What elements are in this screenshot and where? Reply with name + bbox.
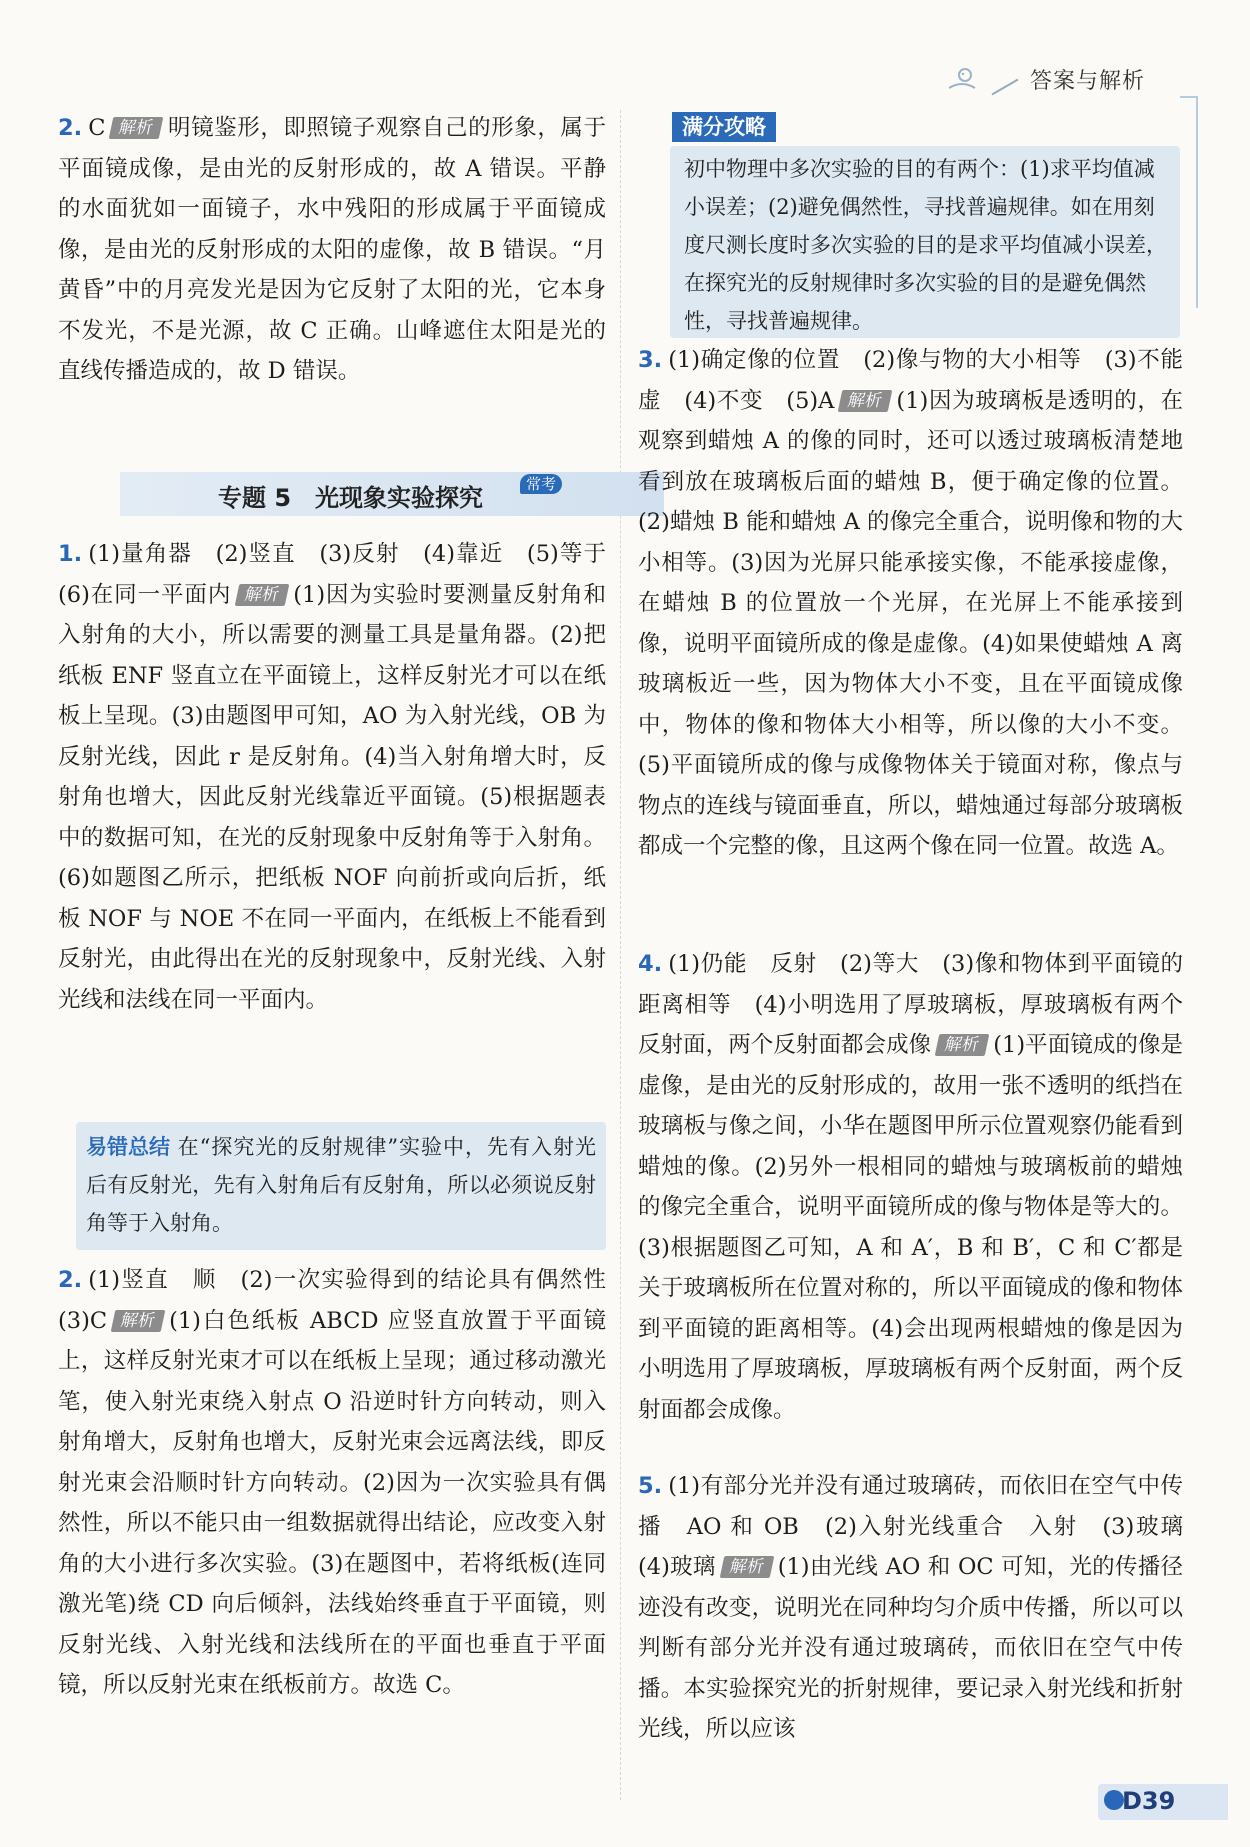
analysis-tag: 解析 [838,390,893,412]
item-answer: (1)竖直 顺 (2)一次实验得到的结论具有偶然性 (3)C [58,1267,629,1334]
analysis-tag: 解析 [111,1310,166,1332]
analysis-tag: 解析 [935,1034,990,1056]
full-score-label: 满分攻略 [672,112,776,142]
column-divider [620,110,621,1800]
full-score-text: 初中物理中多次实验的目的有两个：(1)求平均值减小误差；(2)避免偶然性，寻找普遍规律。如在用刻度尺测长度时多次实验的目的是求平均值减小误差，在探究光的反射规律时多次实验的目的是避免偶然性，寻找普遍规律。 [684,157,1167,333]
item-answer: (1)有部分光并没有通过玻璃砖，而依旧在空气中传播 AO 和 OB (2)入射光线重合 入射 (3)玻璃 (4)玻璃 [638,1473,1206,1580]
header-title: 答案与解析 [1030,69,1146,94]
page-number: D39 [1122,1787,1176,1815]
item-text: (1)由光线 AO 和 OC 可知，光的传播径迹没有改变，说明光在同种均匀介质中传播，所以可以判断有部分光并没有通过玻璃砖，而依旧在空气中传播。本实验探究光的折射规律，要记录入射光线和折射光线，所以应该 [638,1554,1184,1742]
decor-line [1180,96,1198,308]
item-text: (1)因为玻璃板是透明的，在观察到蜡烛 A 的像的同时，还可以透过玻璃板清楚地看到放在玻璃板后面的蜡烛 B，便于确定像的位置。(2)蜡烛 B 能和蜡烛 A 的像完全重合，说明像和物的大小相等。(3)因为光屏只能承接实像，不能承接虚像，在蜡烛 B 的位置放一个光屏，在光屏上不能承接到像，说明平面镜所成的像是虚像。(4)如果使蜡烛 A 离玻璃板近一些，因为物体大小不变，且在平面镜成像中，物体的像和物体大小相等，所以像的大小不变。(5)平面镜所成的像与成像物体关于镜面对称，像点与物点的连线与镜面垂直，所以，蜡烛通过每部分玻璃板都成一个完整的像，且这两个像在同一位置。故选 A。 [638,387,1183,859]
answer-item-3 [638,340,1206,867]
item-number: 5. [638,1473,663,1499]
header-divider [992,79,1019,96]
item-text: (1)平面镜成的像是虚像，是由光的反射形成的，故用一张不透明的纸挡在玻璃板与像之间，小华在题图甲所示位置观察仍能看到蜡烛的像。(2)另外一根相同的蜡烛与玻璃板前的蜡烛的像完全重合，说明平面镜所成的像与物体是等大的。(3)根据题图乙可知，A 和 A′，B 和 B′，C 和 C′都是关于玻璃板所在位置对称的，所以平面镜成的像和物体到平面镜的距离相等。(4)会出现两根蜡烛的像是因为小明选用了厚玻璃板，厚玻璃板有两个反射面，两个反射面都会成像。 [638,1032,1183,1423]
analysis-tag: 解析 [719,1556,774,1578]
error-summary-text: 在“探究光的反射规律”实验中，先有入射光后有反射光，先有入射角后有反射角，所以必须说反射角等于入射角。 [86,1135,596,1235]
item-number: 2. [58,115,83,141]
item-answer: (1)量角器 (2)竖直 (3)反射 (4)靠近 (5)等于 (6)在同一平面内 [58,541,629,608]
item-text: (1)白色纸板 ABCD 应竖直放置于平面镜上，这样反射光束才可以在纸板上呈现；通过移动激光笔，使入射光束绕入射点 O 沿逆时针方向转动，则入射角增大，反射角也增大，反射光束会远离法线，即反射光束会沿顺时针方向转动。(2)因为一次实验具有偶然性，所以不能只由一组数据就得出结论，应改变入射角的大小进行多次实验。(3)在题图中，若将纸板(连同激光笔)绕 CD 向后倾斜，法线始终垂直于平面镜，则反射光线、入射光线和法线所在的平面也垂直于平面镜，所以反射光束在纸板前方。故选 C。 [58,1307,606,1698]
page-dot-icon [1104,1790,1124,1810]
item-answer: (1)确定像的位置 (2)像与物的大小相等 (3)不能 虚 (4)不变 (5)A [638,347,1206,414]
item-text: (1)因为实验时要测量反射角和入射角的大小，所以需要的测量工具是量角器。(2)把纸板 ENF 竖直立在平面镜上，这样反射光才可以在纸板上呈现。(3)由题图甲可知，AO 为入射光线，OB 为反射光线，因此 r 是反射角。(4)当入射角增大时，反射角也增大，因此反射光线靠近平面镜。(5)根据题表中的数据可知，在光的反射现象中反射角等于入射角。(6)如题图乙所示，把纸板 NOF 向前折或向后折，纸板 NOF 与 NOE 不在同一平面内，在纸板上不能看到反射光，由此得出在光的反射现象中，反射光线、入射光线和法线在同一平面内。 [58,581,607,1013]
error-summary-box [76,1122,606,1250]
section-title: 专题 5 光现象实验探究 [218,484,484,512]
item-number: 2. [58,1267,83,1293]
item-number: 4. [638,951,663,977]
analysis-tag: 解析 [109,117,164,139]
answer-item-2 [58,1260,629,1706]
analysis-tag: 解析 [235,584,290,606]
item-number: 1. [58,541,83,567]
book-person-icon [945,66,979,98]
item-answer: C [88,115,106,141]
item-text: 明镜鉴形，即照镜子观察自己的形象，属于平面镜成像，是由光的反射形成的，故 A 错误。平静的水面犹如一面镜子，水中残阳的形成属于平面镜成像，是由光的反射形成的太阳的虚像，故 B 错误。“月黄昏”中的月亮发光是因为它反射了太阳的光，它本身不发光，不是光源，故 C 正确。山峰遮住太阳是光的直线传播造成的，故 D 错误。 [58,115,606,384]
answer-item-1 [58,534,629,1020]
section-badge: 常考 [520,474,562,494]
answer-item-prev-2 [58,108,606,392]
answer-item-4 [638,944,1183,1430]
full-score-box [670,146,1180,338]
item-number: 3. [638,347,663,373]
item-answer: (1)仍能 反射 (2)等大 (3)像和物体到平面镜的距离相等 (4)小明选用了厚玻璃板，厚玻璃板有两个反射面，两个反射面都会成像 [638,951,1183,1058]
error-summary-label: 易错总结 [86,1135,170,1159]
answer-item-5 [638,1466,1206,1750]
